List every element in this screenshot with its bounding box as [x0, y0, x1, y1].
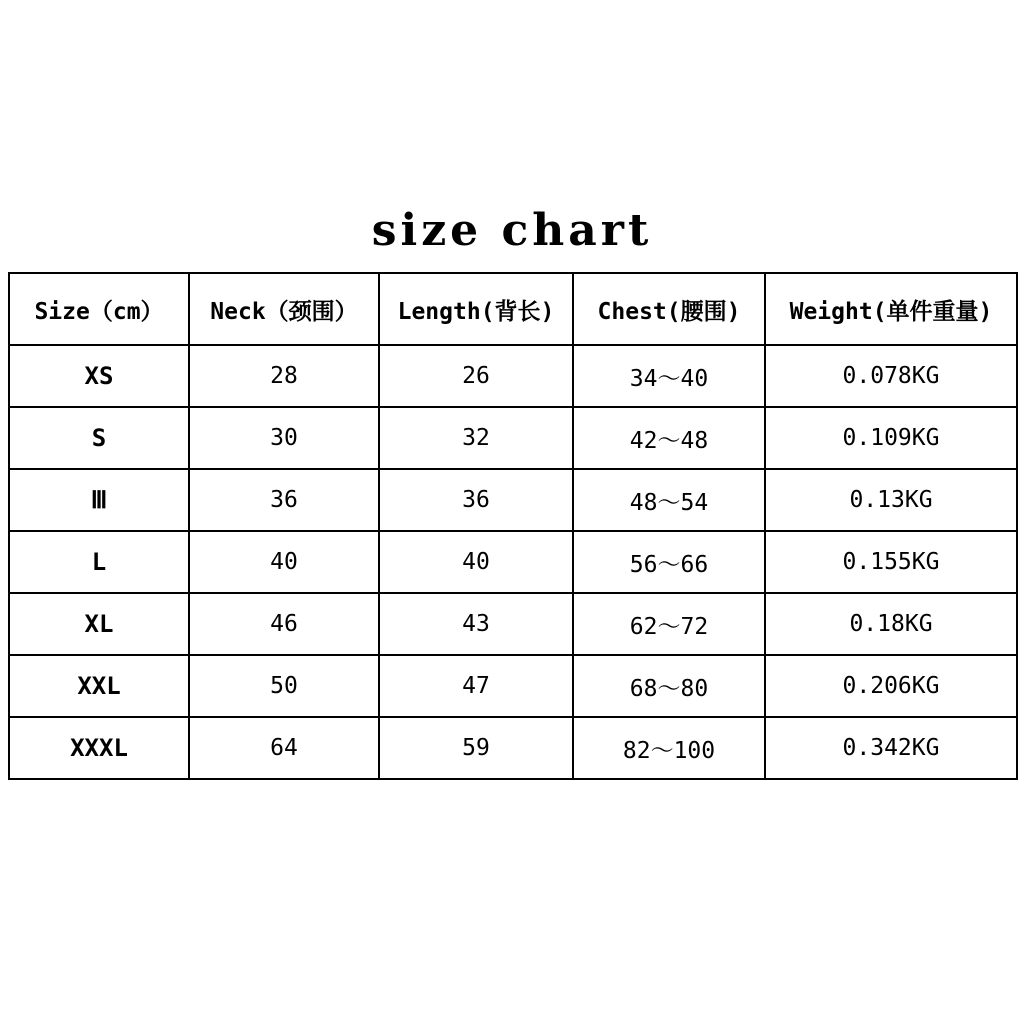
cell-neck: 64	[189, 717, 379, 779]
cell-weight: 0.342KG	[765, 717, 1017, 779]
cell-chest: 82～100	[573, 717, 765, 779]
cell-neck: 28	[189, 345, 379, 407]
cell-size: XL	[9, 593, 189, 655]
cell-neck: 30	[189, 407, 379, 469]
size-chart-table-wrapper	[8, 272, 1016, 780]
cell-size: Ⅲ	[9, 469, 189, 531]
table-row	[9, 717, 1017, 779]
column-header-weight: Weight(单件重量)	[765, 273, 1017, 345]
cell-size: XS	[9, 345, 189, 407]
cell-length: 40	[379, 531, 573, 593]
column-header-chest: Chest(腰围)	[573, 273, 765, 345]
cell-weight: 0.109KG	[765, 407, 1017, 469]
page-title: size chart	[371, 205, 653, 256]
table-row	[9, 593, 1017, 655]
table-row	[9, 531, 1017, 593]
cell-weight: 0.155KG	[765, 531, 1017, 593]
cell-length: 32	[379, 407, 573, 469]
column-header-length: Length(背长)	[379, 273, 573, 345]
column-header-size: Size（cm）	[9, 273, 189, 345]
cell-chest: 62～72	[573, 593, 765, 655]
table-row	[9, 345, 1017, 407]
cell-chest: 42～48	[573, 407, 765, 469]
cell-weight: 0.13KG	[765, 469, 1017, 531]
cell-neck: 46	[189, 593, 379, 655]
table-header-row	[9, 273, 1017, 345]
cell-size: L	[9, 531, 189, 593]
cell-length: 47	[379, 655, 573, 717]
table-row	[9, 407, 1017, 469]
size-chart-table	[8, 272, 1018, 780]
cell-size: XXL	[9, 655, 189, 717]
cell-chest: 68～80	[573, 655, 765, 717]
cell-length: 36	[379, 469, 573, 531]
cell-neck: 36	[189, 469, 379, 531]
cell-chest: 56～66	[573, 531, 765, 593]
cell-chest: 34～40	[573, 345, 765, 407]
table-row	[9, 655, 1017, 717]
cell-size: S	[9, 407, 189, 469]
cell-chest: 48～54	[573, 469, 765, 531]
cell-size: XXXL	[9, 717, 189, 779]
cell-length: 59	[379, 717, 573, 779]
cell-weight: 0.078KG	[765, 345, 1017, 407]
cell-neck: 50	[189, 655, 379, 717]
column-header-neck: Neck（颈围）	[189, 273, 379, 345]
cell-length: 43	[379, 593, 573, 655]
cell-length: 26	[379, 345, 573, 407]
cell-neck: 40	[189, 531, 379, 593]
cell-weight: 0.206KG	[765, 655, 1017, 717]
cell-weight: 0.18KG	[765, 593, 1017, 655]
table-row	[9, 469, 1017, 531]
